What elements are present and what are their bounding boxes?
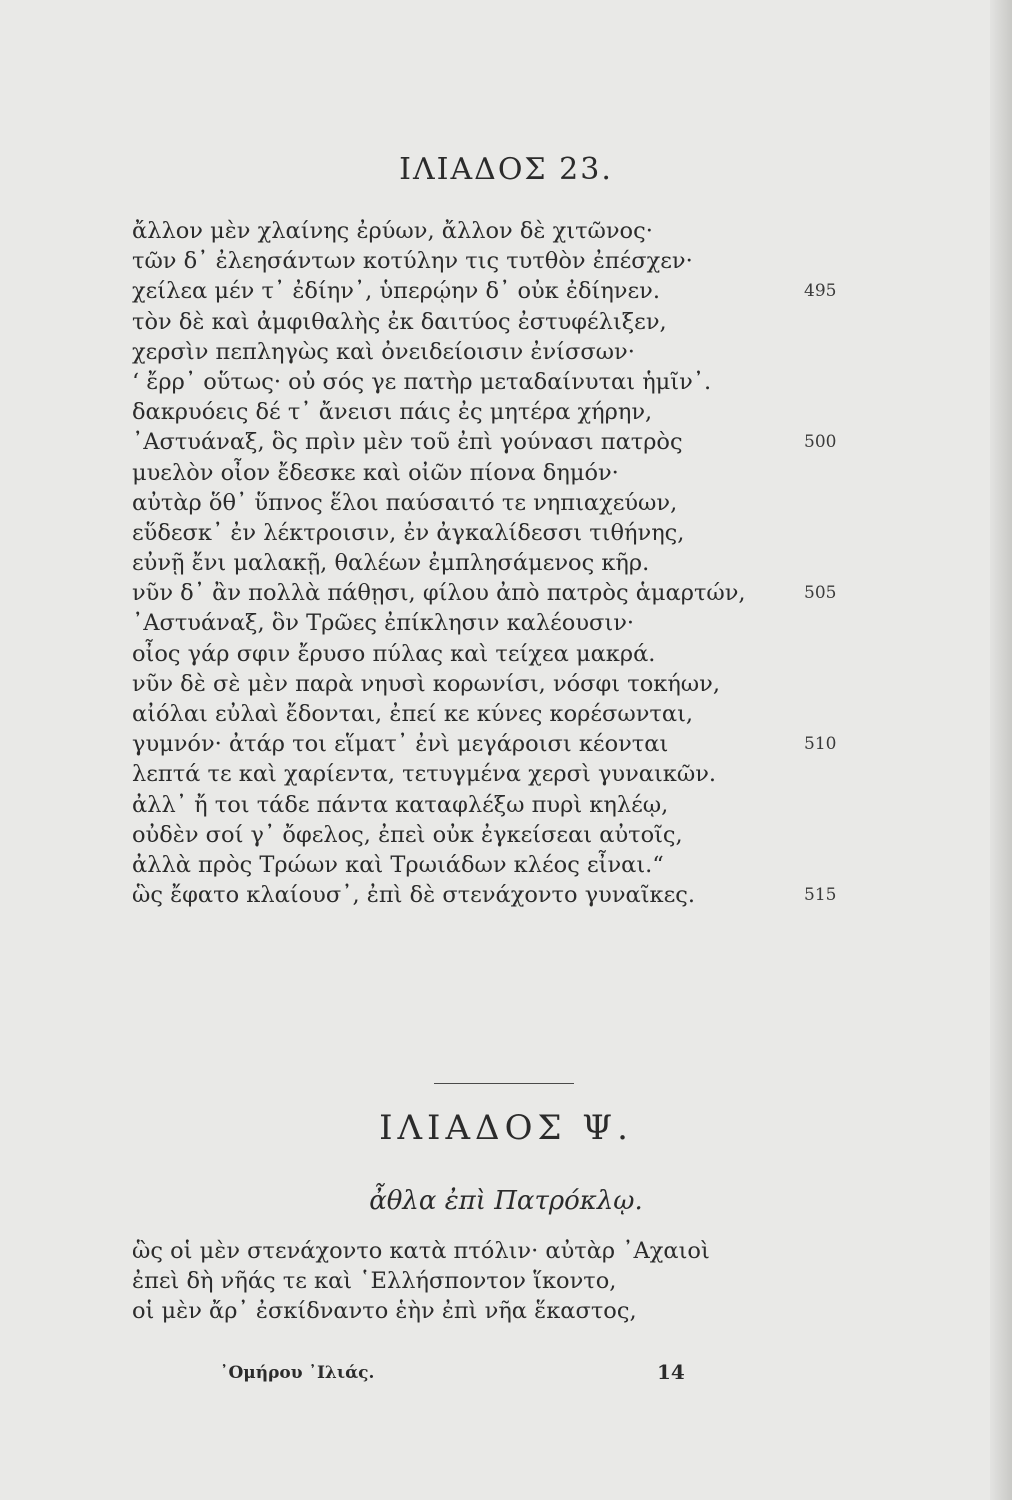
verse-line <box>132 427 837 457</box>
footer-sheet-number: 14 <box>657 1360 685 1384</box>
verse-line <box>132 699 752 729</box>
verse-line <box>132 458 752 488</box>
verse-line <box>132 729 837 759</box>
verse-line <box>132 337 752 367</box>
line-number: 495 <box>804 281 837 302</box>
verse-line <box>132 488 752 518</box>
verse-text: οὐδὲν σοί γ᾽ ὄφελος, ἐπεὶ οὐκ ἐγκείσεαι αὐτοῖς, <box>132 821 683 848</box>
verse-line <box>132 608 752 638</box>
verse-text: νῦν δ᾽ ἂν πολλὰ πάθῃσι, φίλου ἀπὸ πατρὸς ἁμαρτών, <box>132 580 746 607</box>
verse-line <box>132 820 752 850</box>
verse-line <box>132 1236 752 1266</box>
verse-line <box>132 307 752 337</box>
verse-text: αὐτὰρ ὅθ᾽ ὕπνος ἕλοι παύσαιτό τε νηπιαχεύων, <box>132 489 678 516</box>
verse-text: χείλεα μέν τ᾽ ἐδίην᾽, ὑπερῴην δ᾽ οὐκ ἐδίηνεν. <box>132 278 660 305</box>
running-head: ΙΛΙΑΔΟΣ 23. <box>399 152 613 187</box>
section-rule <box>434 1083 574 1084</box>
verse-text: ἄλλον μὲν χλαίνης ἐρύων, ἄλλον δὲ χιτῶνος· <box>132 218 653 244</box>
verse-text: ‘ ἔρρ᾽ οὕτως· οὐ σός γε πατὴρ μεταδαίνυται ἡμῖν᾽. <box>132 368 712 395</box>
verse-line <box>132 578 837 608</box>
verse-block <box>132 216 837 910</box>
verse-text: ἐπεὶ δὴ νῆάς τε καὶ ῾Ελλήσποντον ἵκοντο, <box>132 1268 617 1295</box>
new-verse-block <box>132 1236 752 1327</box>
verse-text: τῶν δ᾽ ἐλεησάντων κοτύλην τις τυτθὸν ἐπέσχεν· <box>132 248 693 275</box>
verse-line <box>132 518 752 548</box>
verse-text: οἱ μὲν ἄρ᾽ ἐσκίδναντο ἑὴν ἐπὶ νῆα ἕκαστος, <box>132 1298 637 1325</box>
line-number: 510 <box>804 734 837 755</box>
verse-line <box>132 548 752 578</box>
verse-text: ᾽Αστυάναξ, ὃν Τρῶες ἐπίκλησιν καλέουσιν· <box>132 610 635 637</box>
verse-line <box>132 397 752 427</box>
verse-line <box>132 367 752 397</box>
verse-text: λεπτά τε καὶ χαρίεντα, τετυγμένα χερσὶ γυναικῶν. <box>132 761 717 788</box>
line-number: 500 <box>804 432 837 453</box>
verse-text: ὣς ἔφατο κλαίουσ᾽, ἐπὶ δὲ στενάχοντο γυναῖκες. <box>132 882 695 909</box>
verse-line <box>132 790 752 820</box>
verse-line <box>132 639 752 669</box>
verse-line <box>132 669 752 699</box>
book-subtitle: ἆθλα ἐπὶ Πατρόκλῳ. <box>369 1186 643 1216</box>
verse-text: ᾽Αστυάναξ, ὃς πρὶν μὲν τοῦ ἐπὶ γούνασι πατρὸς <box>132 429 683 456</box>
verse-line <box>132 246 752 276</box>
verse-text: χερσὶν πεπληγὼς καὶ ὀνειδείοισιν ἐνίσσων· <box>132 338 635 365</box>
verse-text: εὕδεσκ᾽ ἐν λέκτροισιν, ἐν ἀγκαλίδεσσι τιθήνης, <box>132 519 685 546</box>
verse-line <box>132 1266 752 1296</box>
verse-line <box>132 850 752 880</box>
verse-text: μυελὸν οἶον ἔδεσκε καὶ οἰῶν πίονα δημόν· <box>132 459 619 486</box>
page-edge <box>990 0 1012 1500</box>
verse-line <box>132 759 752 789</box>
verse-text: εὐνῇ ἔνι μαλακῇ, θαλέων ἐμπλησάμενος κῆρ. <box>132 550 650 577</box>
verse-text: αἰόλαι εὐλαὶ ἔδονται, ἐπεί κε κύνες κορέσωνται, <box>132 701 694 727</box>
line-number: 515 <box>804 885 837 906</box>
verse-text: νῦν δὲ σὲ μὲν παρὰ νηυσὶ κορωνίσι, νόσφι τοκήων, <box>132 670 720 697</box>
footer-signature: ᾽Ομήρου ᾽Ιλιάς. <box>220 1363 375 1383</box>
verse-line <box>132 880 837 910</box>
verse-text: τὸν δὲ καὶ ἀμφιθαλὴς ἐκ δαιτύος ἐστυφέλιξεν, <box>132 308 667 335</box>
verse-line <box>132 276 837 306</box>
book-title: ΙΛΙΑΔΟΣ Ψ. <box>379 1108 633 1148</box>
line-number: 505 <box>804 583 837 604</box>
verse-text: ἀλλὰ πρὸς Τρώων καὶ Τρωιάδων κλέος εἶναι.“ <box>132 851 664 878</box>
verse-text: οἶος γάρ σφιν ἔρυσο πύλας καὶ τείχεα μακρά. <box>132 640 656 667</box>
verse-line <box>132 216 752 246</box>
verse-text: ὣς οἱ μὲν στενάχοντο κατὰ πτόλιν· αὐτὰρ ᾽Αχαιοὶ <box>132 1238 710 1264</box>
verse-text: γυμνόν· ἀτάρ τοι εἵματ᾽ ἐνὶ μεγάροισι κέονται <box>132 731 669 758</box>
verse-text: ἀλλ᾽ ἤ τοι τάδε πάντα καταφλέξω πυρὶ κηλέῳ, <box>132 791 669 818</box>
verse-text: δακρυόεις δέ τ᾽ ἄνεισι πάις ἐς μητέρα χήρην, <box>132 399 653 426</box>
verse-line <box>132 1296 752 1326</box>
